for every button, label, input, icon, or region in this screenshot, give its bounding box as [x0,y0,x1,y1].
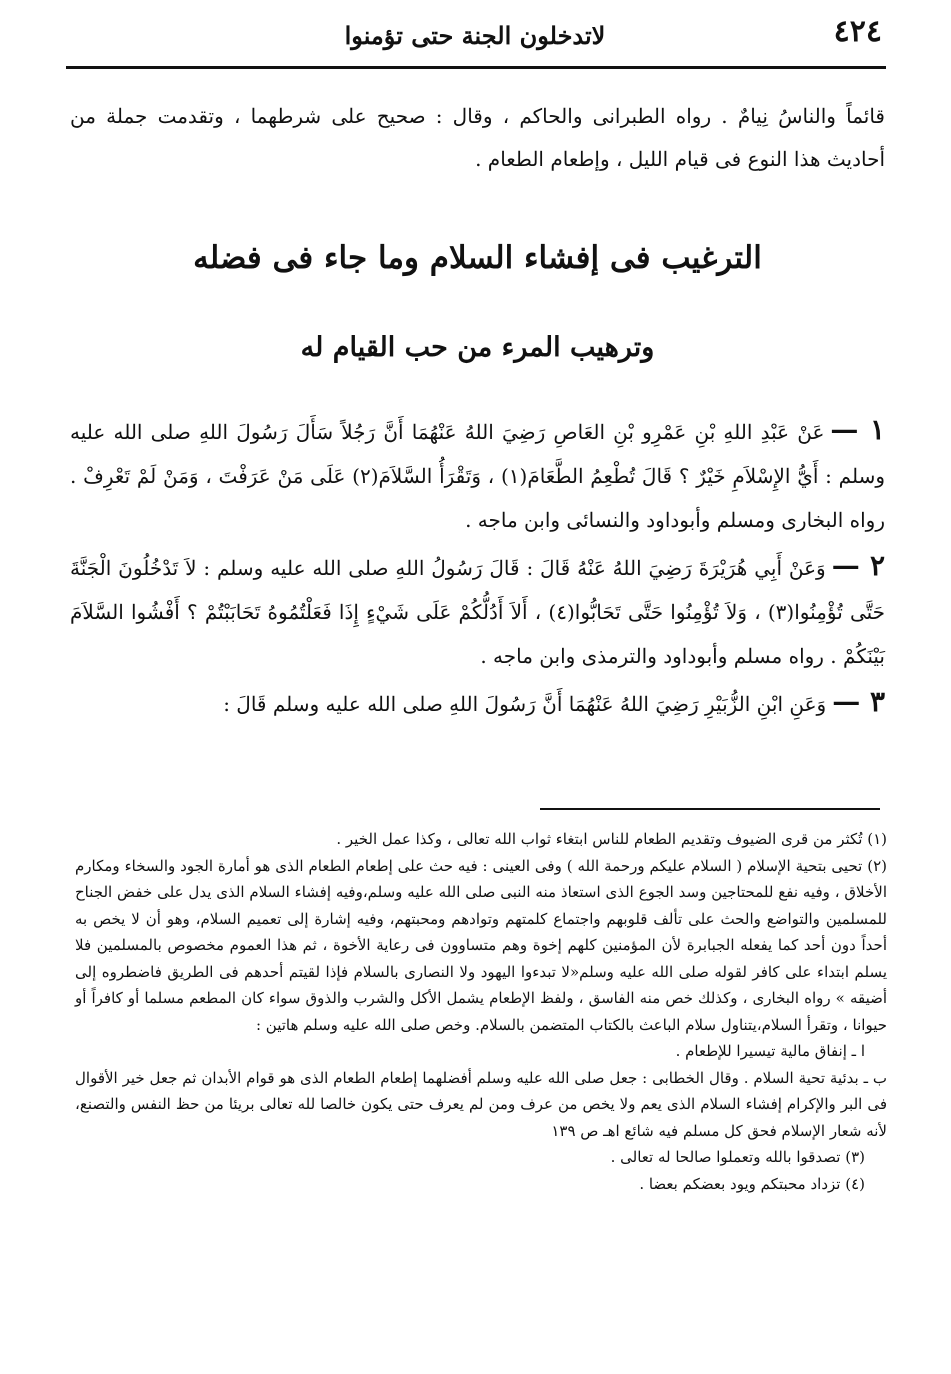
footnote-divider [540,808,880,810]
footnote-1: (١) تُكثر من قرى الضيوف وتقديم الطعام للناس ابتغاء ثواب الله تعالى ، وكذا عمل الخير . [336,830,887,848]
hadith-3 [70,680,885,726]
hadith-1 [70,408,885,542]
footnote-4: (٤) تزداد محبتكم ويود بعضكم بعضا . [639,1174,865,1193]
page-number: ٤٢٤ [833,14,882,49]
footnote-2-item-b: ب ـ بدئية تحية السلام . وقال الخطابى : جعل صلى الله عليه وسلم أفضلهما إطعام الطعام الذى هو قوام الأبدان ثم جعل خير الأقوال فى البر والإكرام إفشاء السلام الذى يعم ولا يخص من عرف ومن لم يعرف حتى يكون خالصا لله تعالى بريئا من حظ النفس والتصنع، لأنه شعار الإسلام فحق كل مسلم فيه شائع اهـ ص ١٣٩ [75,1068,887,1140]
hadith-list [70,408,885,728]
hadith-text: وَعَنْ أَبِي هُرَيْرَةَ رَضِيَ اللهُ عَنْهُ قَالَ : قَالَ رَسُولُ اللهِ صلى الله عليه وسلم : لاَ تَدْخُلُونَ الْجَنَّةَ حَتَّى تُؤْمِنُوا(٣) ، وَلاَ تُؤْمِنُوا حَتَّى تَحَابُّوا(٤) ، أَلاَ أَدُلُّكُمْ عَلَى شَيْءٍ إِذَا فَعَلْتُمُوهُ تَحَابَبْتُمْ ؟ أَفْشُوا السَّلاَمَ بَيْنَكُمْ . رواه مسلم وأبوداود والترمذى وابن ماجه . [70,556,886,668]
hadith-text: وَعَنِ ابْنِ الزُّبَيْرِ رَضِيَ اللهُ عَنْهُمَا أَنَّ رَسُولَ اللهِ صلى الله عليه وسلم قَالَ : [223,692,827,716]
section-subtitle: وترهيب المرء من حب القيام له [300,332,655,363]
footnote-2-item-a: ا ـ إنفاق مالية تيسيرا للإطعام . [675,1042,865,1060]
hadith-number: ٣ — [832,685,885,718]
footnote-2: (٢) تحيى بتحية الإسلام ( السلام عليكم ورحمة الله ) وفى العينى : فيه حث على إطعام الطعام الذى هو أمارة الجود والسخاء ومكارم الأخلاق ، وفيه نفع للمحتاجين وسد الجوع الذى استعاذ منه النبى صلى الله عليه وسلم،وفيه إفشاء السلام الذى يدل على خفض الجناح للمسلمين والتواضع والحث على تألف قلوبهم واجتماع كلمتهم وتوادهم ومحبتهم، وفيه إشارة إلى تعميم السلام، وهو أن لا يخص به أحداً دون أحد كما يفعله الجبابرة لأن المؤمنين كلهم إخوة وهم متساوون فى رعاية الأخوة ، ثم هذا العموم مخصوص بالمسلمين فلا يسلم ابتداء على كافر لقوله صلى الله عليه وسلم«لا تبدءوا اليهود ولا النصارى بالسلام فإذا لقيتم أحدهم فى الطريق فاضطروه إلى أضيقه » رواه البخارى ، وكذلك خص منه الفاسق ، ولفظ الإطعام يشمل الأكل والشرب والذوق سواء كان المطعم مسلما أو كافراً أو حيوانا ، وتقرأ السلام،يتناول سلام الباعث بالكتاب المتضمن بالسلام. وخص صلى الله عليه وسلم هاتين : [75,856,887,1034]
hadith-number: ١ — [830,413,886,446]
intro-paragraph: قائماً والناسُ نِيامٌ . رواه الطبرانى والحاكم ، وقال : صحيح على شرطهما ، وتقدمت جملة من أحاديث هذا النوع فى قيام الليل ، وإطعام الطعام . [70,104,885,171]
footnotes [75,826,887,1197]
hadith-2 [70,544,885,678]
section-title: الترغيب فى إفشاء السلام وما جاء فى فضله [193,240,762,276]
hadith-number: ٢ — [831,549,886,582]
footnote-3: (٣) تصدقوا بالله وتعملوا صالحا له تعالى . [610,1148,865,1166]
header-divider [66,66,886,69]
page-header [60,6,890,64]
running-title: لاتدخلون الجنة حتى تؤمنوا [344,20,606,50]
hadith-text: عَنْ عَبْدِ اللهِ بْنِ عَمْرِو بْنِ العَاصِ رَضِيَ اللهُ عَنْهُمَا أَنَّ رَجُلاً سَأَلَ رَسُولَ اللهِ صلى الله عليه وسلم : أَيُّ الإِسْلاَمِ خَيْرٌ ؟ قَالَ تُطْعِمُ الطَّعَامَ(١) ، وَتَقْرَأُ السَّلاَمَ(٢) عَلَى مَنْ عَرَفْتَ ، وَمَنْ لَمْ تَعْرِفْ . رواه البخارى ومسلم وأبوداود والنسائى وابن ماجه . [70,420,886,532]
